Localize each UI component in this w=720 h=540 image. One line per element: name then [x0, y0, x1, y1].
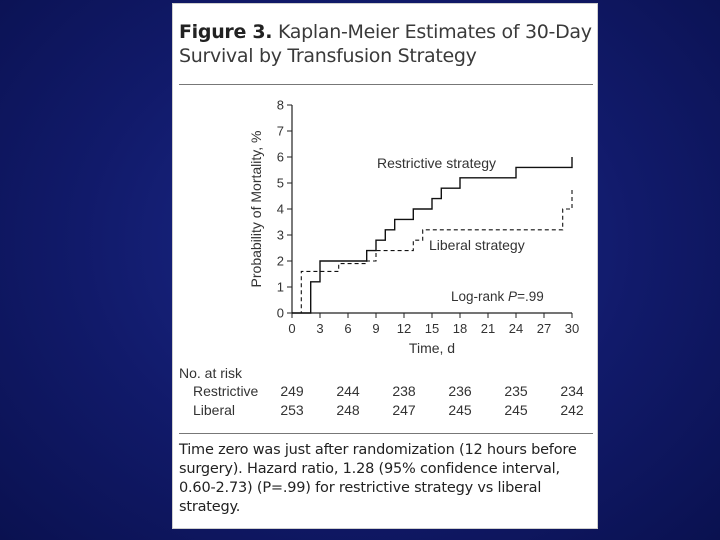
figure-caption: Time zero was just after randomization (12 hours before surgery). Hazard ratio, 1.28 (95% confidence interval, 0.60-2.73) (P=.99) for restrictive strategy vs liberal strategy. — [179, 442, 577, 515]
risk-cell: 245 — [504, 402, 528, 418]
risk-cell: 235 — [504, 383, 528, 399]
y-tick-label: 5 — [276, 175, 284, 191]
x-tick-label: 3 — [316, 321, 324, 336]
x-tick-label: 12 — [396, 321, 412, 336]
x-tick-label: 9 — [372, 321, 380, 336]
x-tick-label: 21 — [480, 321, 496, 336]
risk-cell: 253 — [280, 402, 304, 418]
y-axis-label: Probability of Mortality, % — [248, 130, 264, 288]
kaplan-meier-chart — [173, 4, 597, 434]
y-tick-label: 6 — [276, 149, 284, 165]
figure-panel — [172, 3, 598, 529]
y-tick-label: 2 — [276, 253, 284, 269]
risk-cell: 242 — [560, 402, 584, 418]
risk-cell: 249 — [280, 383, 304, 399]
log-rank-annotation: Log-rank P=.99 — [451, 289, 544, 304]
restrictive-series-label: Restrictive strategy — [377, 155, 497, 171]
risk-cell: 238 — [392, 383, 416, 399]
x-axis-label: Time, d — [408, 340, 456, 356]
risk-cell: 244 — [336, 383, 360, 399]
y-tick-label: 3 — [276, 227, 284, 243]
y-tick-label: 4 — [276, 201, 284, 217]
figure-title-text: Kaplan-Meier Estimates of 30-Day Survival by Transfusion Strategy — [179, 21, 592, 67]
y-tick-label: 1 — [276, 279, 284, 295]
risk-cell: 236 — [448, 383, 472, 399]
risk-row-label: Restrictive — [193, 383, 259, 399]
x-tick-label: 24 — [508, 321, 524, 336]
risk-cell: 234 — [560, 383, 584, 399]
x-tick-label: 6 — [344, 321, 352, 336]
risk-table-header: No. at risk — [179, 365, 243, 381]
x-tick-label: 0 — [288, 321, 296, 336]
figure-label: Figure 3. — [179, 21, 273, 43]
risk-table — [179, 365, 584, 418]
x-tick-label: 15 — [424, 321, 440, 336]
risk-cell: 245 — [448, 402, 472, 418]
x-tick-label: 30 — [564, 321, 580, 336]
y-tick-label: 0 — [276, 305, 284, 321]
risk-cell: 247 — [392, 402, 416, 418]
risk-row-label: Liberal — [193, 402, 236, 418]
risk-cell: 248 — [336, 402, 360, 418]
y-tick-label: 8 — [276, 97, 284, 113]
liberal-series-label: Liberal strategy — [429, 237, 525, 253]
x-tick-label: 18 — [452, 321, 468, 336]
y-tick-label: 7 — [276, 123, 284, 139]
x-tick-label: 27 — [536, 321, 552, 336]
